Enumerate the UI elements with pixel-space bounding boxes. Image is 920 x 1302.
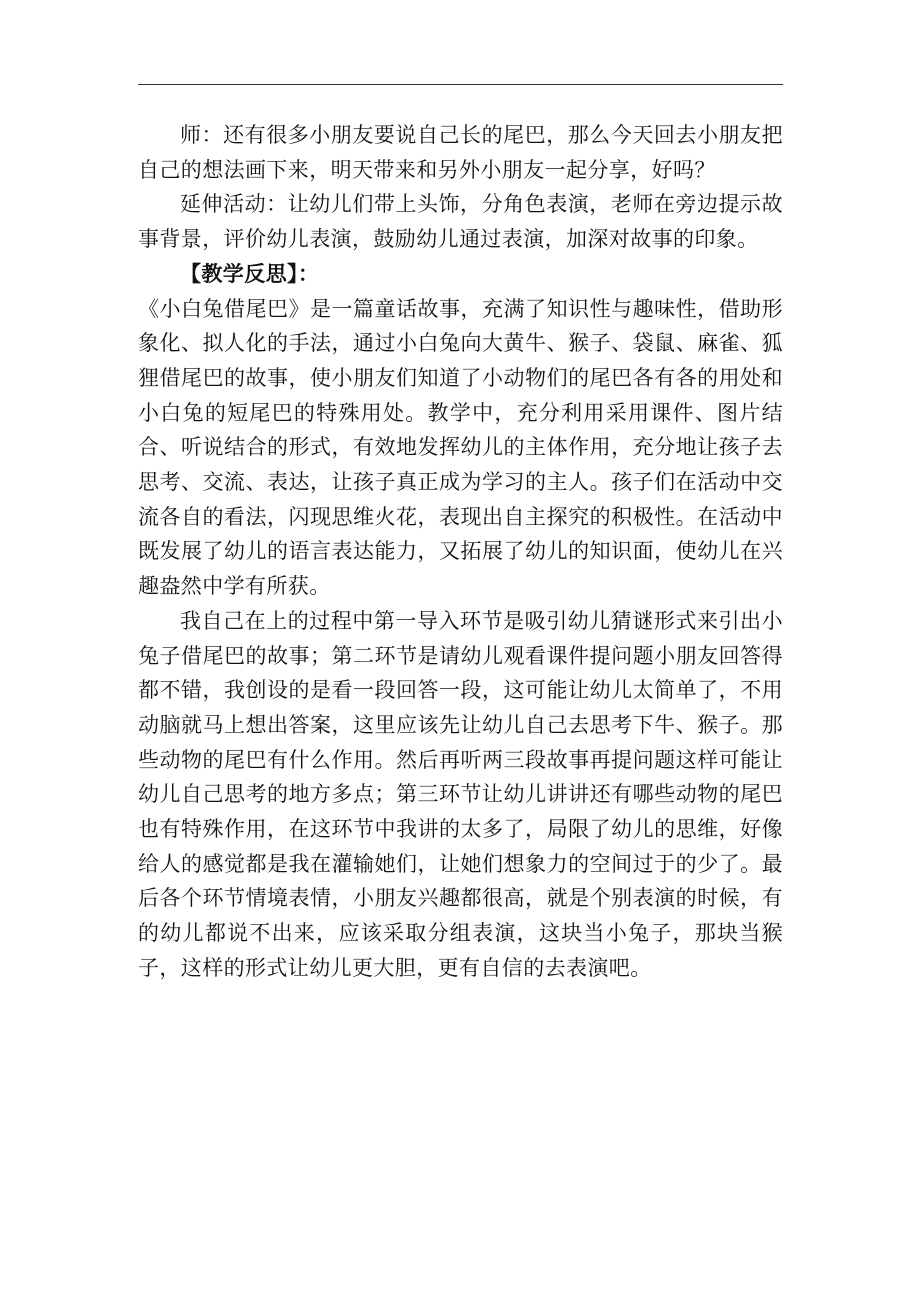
document-body	[138, 118, 783, 986]
header-rule	[138, 84, 783, 85]
paragraph-teacher-closing: 师：还有很多小朋友要说自己长的尾巴，那么今天回去小朋友把自己的想法画下来，明天带来和另外小朋友一起分享，好吗？	[138, 123, 783, 182]
reflection-heading: 【教学反思】：	[180, 260, 320, 286]
paragraph-reflection-1: 《小白兔借尾巴》是一篇童话故事，充满了知识性与趣味性，借助形象化、拟人化的手法，通过小白兔向大黄牛、猴子、袋鼠、麻雀、狐狸借尾巴的故事，使小朋友们知道了小动物们的尾巴各有各的用处和小白兔的短尾巴的特殊用处。教学中，充分利用采用课件、图片结合、听说结合的形式，有效地发挥幼儿的主体作用，充分地让孩子去思考、交流、表达，让孩子真正成为学习的主人。孩子们在活动中交流各自的看法，闪现思维火花，表现出自主探究的积极性。在活动中既发展了幼儿的语言表达能力，又拓展了幼儿的知识面，使幼儿在兴趣盎然中学有所获。	[138, 296, 783, 599]
paragraph-extension-activity: 延伸活动：让幼儿们带上头饰，分角色表演，老师在旁边提示故事背景，评价幼儿表演，鼓励幼儿通过表演，加深对故事的印象。	[138, 192, 783, 252]
paragraph-reflection-2: 我自己在上的过程中第一导入环节是吸引幼儿猜谜形式来引出小兔子借尾巴的故事；第二环节是请幼儿观看课件提问题小朋友回答得都不错，我创设的是看一段回答一段，这可能让幼儿太简单了，不用动脑就马上想出答案，这里应该先让幼儿自己去思考下牛、猴子。那些动物的尾巴有什么作用。然后再听两三段故事再提问题这样可能让幼儿自己思考的地方多点；第三环节让幼儿讲讲还有哪些动物的尾巴也有特殊作用，在这环节中我讲的太多了，局限了幼儿的思维，好像给人的感觉都是我在灌输她们，让她们想象力的空间过于的少了。最后各个环节情境表情，小朋友兴趣都很高，就是个别表演的时候，有的幼儿都说不出来，应该采取分组表演，这块当小兔子，那块当猴子，这样的形式让幼儿更大胆，更有自信的去表演吧。	[138, 608, 783, 980]
